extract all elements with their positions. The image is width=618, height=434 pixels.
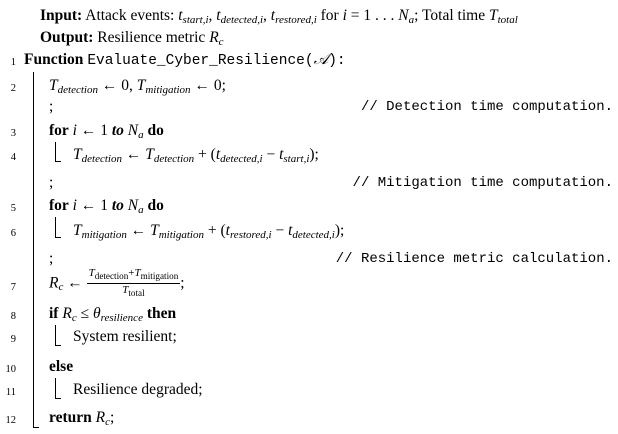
line-number: 3 — [10, 128, 16, 139]
for-statement-2: for i ← 1 to Na do — [49, 197, 164, 216]
line-number: 11 — [5, 387, 16, 398]
for-statement-1: for i ← 1 to Na do — [49, 122, 164, 141]
function-arg: 𝒜 — [313, 51, 329, 68]
loop-tick-1 — [55, 161, 61, 162]
if-statement: if Rc ≤ θresilience then — [49, 305, 177, 324]
input-label: Input: — [40, 7, 83, 24]
output-text: Resilience metric Rc — [97, 29, 224, 48]
line-number: 4 — [10, 152, 16, 163]
function-name: Evaluate_Cyber_Resilience( — [87, 53, 314, 69]
if-rule — [55, 325, 56, 346]
else-keyword: else — [49, 358, 74, 375]
loop-rule-1 — [55, 142, 56, 162]
function-body-rule — [33, 72, 34, 428]
function-body-tick — [33, 427, 39, 428]
else-tick — [55, 398, 61, 399]
input-line — [40, 6, 618, 27]
detection-update: Tdetection ← Tdetection + (tdetected,i − tstart,i); — [73, 146, 319, 165]
output-label: Output: — [40, 29, 94, 46]
line-number: 7 — [10, 282, 16, 293]
line-number: 9 — [10, 334, 16, 345]
resilience-degraded-text: Resilience degraded; — [73, 381, 203, 398]
line-number: 6 — [10, 228, 16, 239]
function-signature — [24, 50, 346, 71]
else-rule — [55, 378, 56, 399]
line-number: 2 — [10, 83, 16, 94]
function-keyword: Function — [24, 51, 84, 68]
loop-tick-2 — [55, 237, 61, 238]
if-tick — [55, 345, 61, 346]
comment-resilience: // Resilience metric calculation. — [335, 251, 613, 267]
line-number: 10 — [5, 364, 16, 375]
comment-mitigation: // Mitigation time computation. — [352, 175, 613, 191]
empty-statement: ; — [49, 98, 54, 115]
function-end: ): — [328, 53, 346, 69]
line-number: 12 — [5, 415, 16, 426]
empty-statement: ; — [49, 250, 54, 267]
return-statement: return Rc; — [49, 409, 115, 428]
line-number: 5 — [10, 203, 16, 214]
empty-statement: ; — [49, 174, 54, 191]
input-text: Attack events: tstart,i, tdetected,i, trestored,i for i = 1 . . . Na; Total time Ttotal — [85, 7, 518, 26]
resilience-formula: Rc ← $\frac{T_{detection}+T_{mitigation}}{T_{total}}$ ; — [49, 267, 185, 299]
system-resilient-text: System resilient; — [73, 328, 177, 345]
line-number: 1 — [10, 57, 16, 68]
comment-detection: // Detection time computation. — [360, 99, 613, 115]
mitigation-update: Tmitigation ← Tmitigation + (trestored,i − tdetected,i); — [73, 222, 345, 241]
output-line — [40, 28, 618, 49]
init-statement: Tdetection ← 0, Tmitigation ← 0; — [49, 77, 226, 96]
loop-rule-2 — [55, 217, 56, 238]
line-number: 8 — [10, 311, 16, 322]
